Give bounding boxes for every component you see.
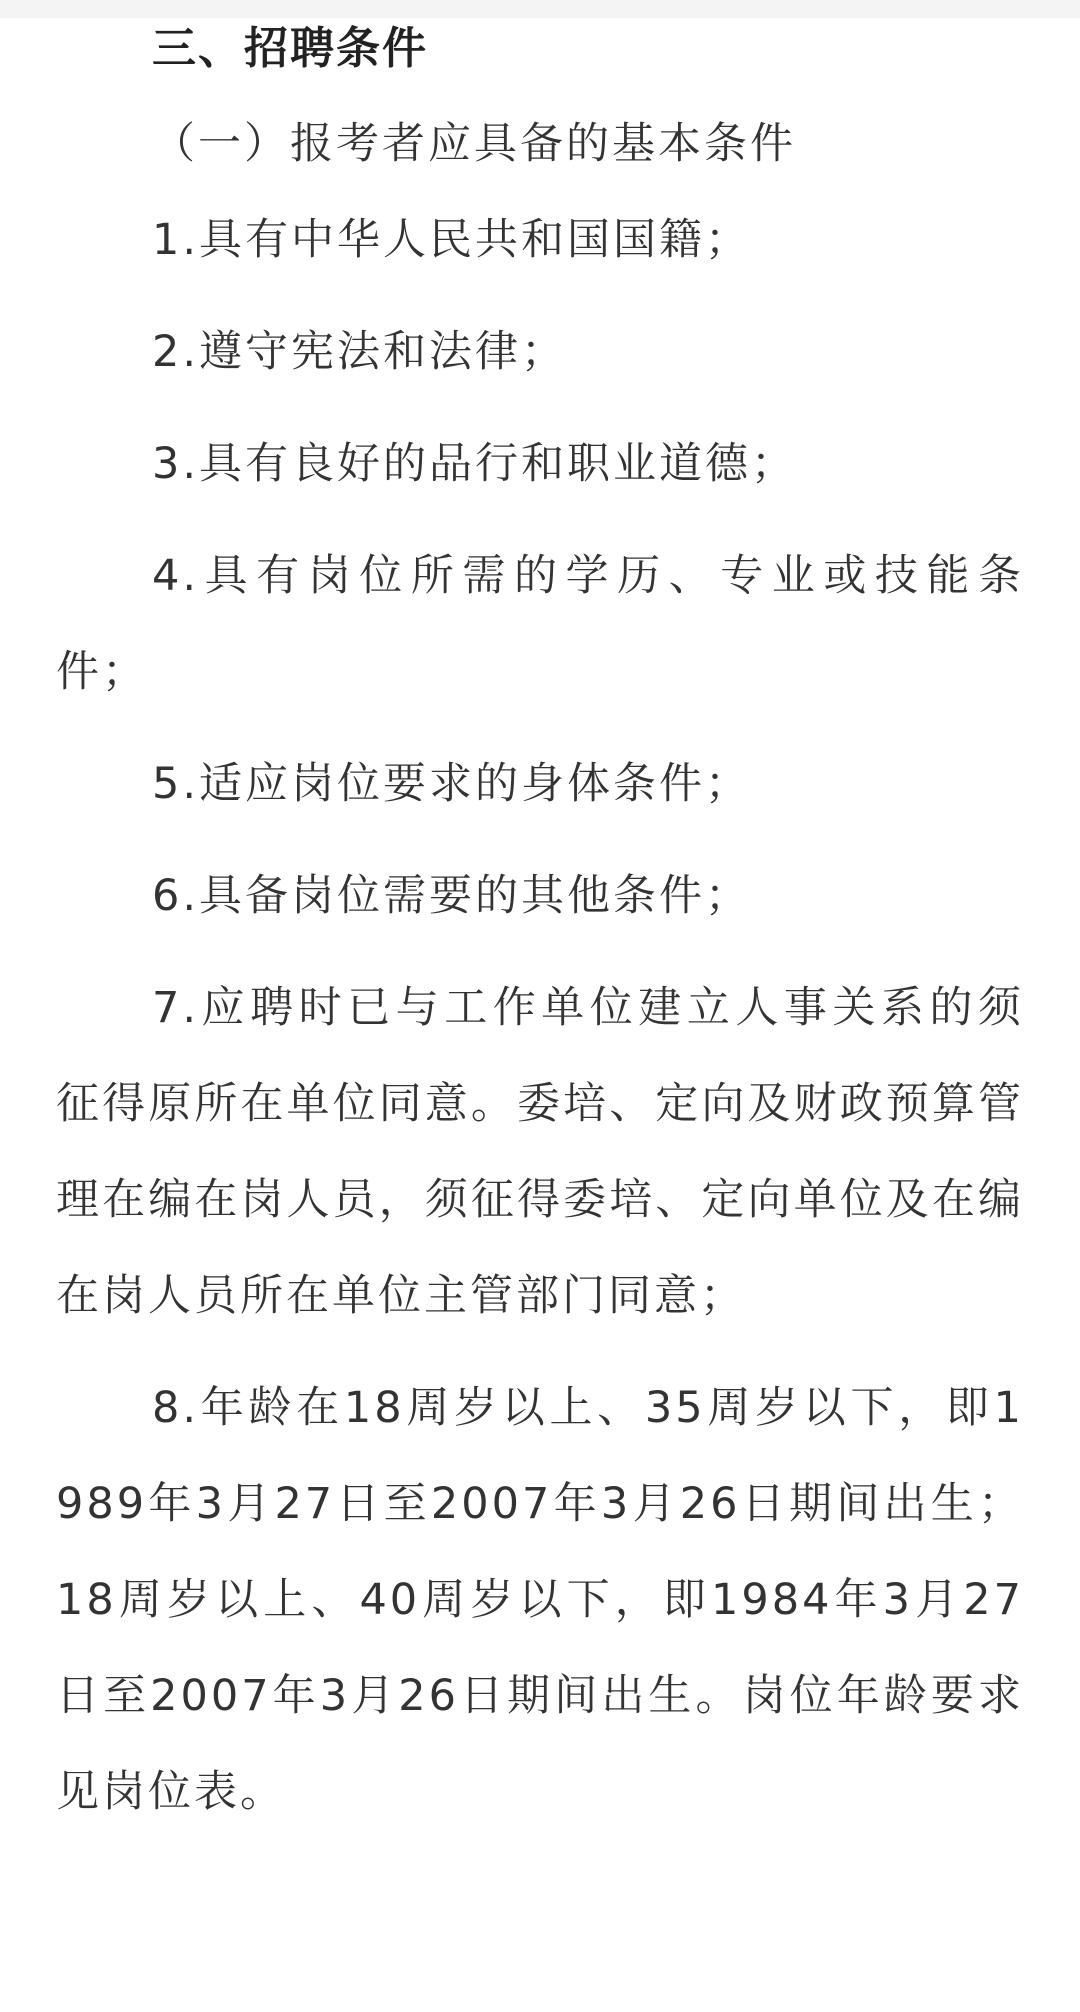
article-body <box>56 0 1024 1856</box>
condition-item-7: 7.应聘时已与工作单位建立人事关系的须征得原所在单位同意。委培、定向及财政预算管理在编在岗人员，须征得委培、定向单位及在编在岗人员所在单位主管部门同意； <box>56 983 1024 1321</box>
condition-item-5: 5.适应岗位要求的身体条件； <box>152 759 752 809</box>
condition-item-6: 6.具备岗位需要的其他条件； <box>152 871 752 921</box>
condition-item-8: 8.年龄在18周岁以上、35周岁以下，即1989年3月27日至2007年3月26日期间出生；18周岁以上、40周岁以下，即1984年3月27日至2007年3月26日期间出生。岗位年龄要求见岗位表。 <box>56 1383 1024 1817</box>
condition-item-2: 2.遵守宪法和法律； <box>152 327 568 377</box>
condition-item-3: 3.具有良好的品行和职业道德； <box>152 439 798 489</box>
section-title: 三、招聘条件 <box>152 23 428 74</box>
subsection-title: （一）报考者应具备的基本条件 <box>152 119 796 169</box>
condition-item-1: 1.具有中华人民共和国国籍； <box>152 215 752 265</box>
condition-item-4: 4.具有岗位所需的学历、专业或技能条件； <box>56 551 1024 697</box>
